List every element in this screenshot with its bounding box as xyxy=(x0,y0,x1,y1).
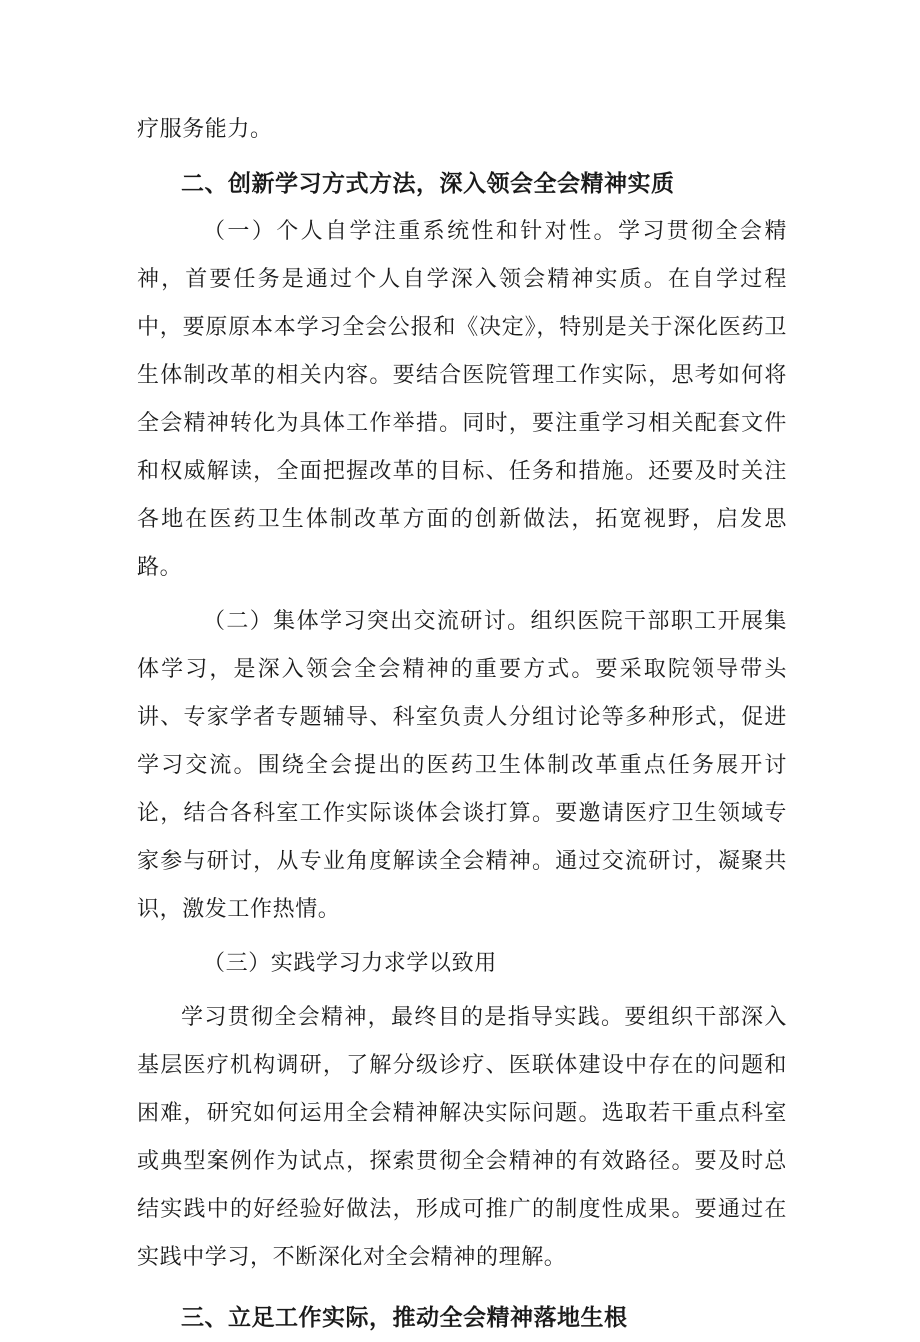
section-heading-2: 二、创新学习方式方法，深入领会全会精神实质 xyxy=(181,171,675,197)
paragraph-self-study: （一）个人自学注重系统性和针对性。学习贯彻全会精神，首要任务是通过个人自学深入领会精神实质。在自学过程中，要原原本本学习全会公报和《决定》，特别是关于深化医药卫生体制改革的相关内容。要结合医院管理工作实际，思考如何将全会精神转化为具体工作举措。同时，要注重学习相关配套文件和权威解读，全面把握改革的目标、任务和措施。还要及时关注各地在医药卫生体制改革方面的创新做法，拓宽视野，启发思路。 xyxy=(137,219,787,580)
paragraph-group-study: （二）集体学习突出交流研讨。组织医院干部职工开展集体学习，是深入领会全会精神的重要方式。要采取院领导带头讲、专家学者专题辅导、科室负责人分组讨论等多种形式，促进学习交流。围绕全会提出的医药卫生体制改革重点任务展开讨论，结合各科室工作实际谈体会谈打算。要邀请医疗卫生领域专家参与研讨，从专业角度解读全会精神。通过交流研讨，凝聚共识，激发工作热情。 xyxy=(137,609,787,922)
subheading-practice-study: （三）实践学习力求学以致用 xyxy=(203,951,497,976)
paragraph-practice-study: 学习贯彻全会精神，最终目的是指导实践。要组织干部深入基层医疗机构调研，了解分级诊疗、医联体建设中存在的问题和困难，研究如何运用全会精神解决实际问题。选取若干重点科室或典型案例作为试点，探索贯彻全会精神的有效路径。要及时总结实践中的好经验好做法，形成可推广的制度性成果。要通过在实践中学习，不断深化对全会精神的理解。 xyxy=(137,1005,787,1270)
document-body xyxy=(137,106,787,1342)
section-heading-3: 三、立足工作实际，推动全会精神落地生根 xyxy=(181,1305,628,1331)
paragraph-continuation: 疗服务能力。 xyxy=(137,117,273,142)
